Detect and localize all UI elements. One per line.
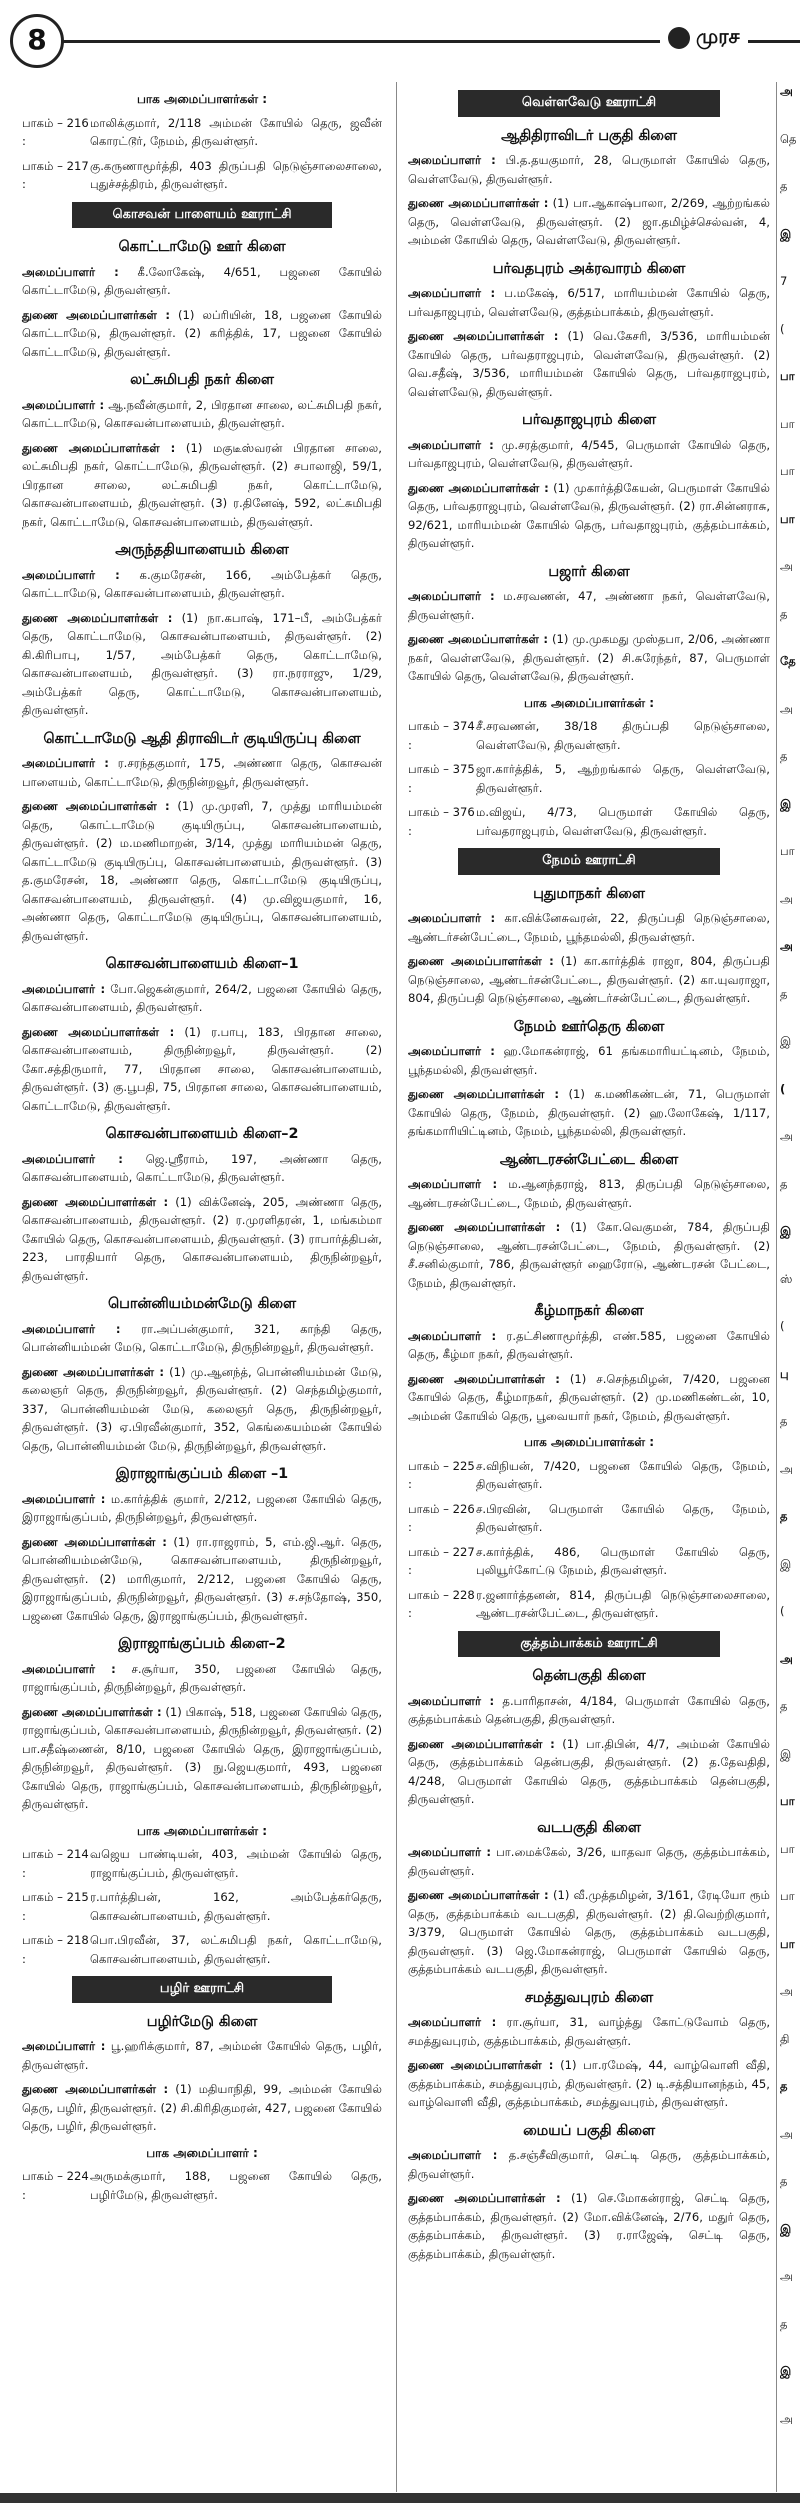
column-left [22, 82, 382, 2210]
cut-off-text: த [780, 2316, 788, 2331]
member-entry [408, 479, 770, 553]
member-details: ரா.சூர்யா, 31, வாழ்த்து கோட்டுவோம் தெரு, சமத்துவபுரம், குத்தம்பாக்கம், திருவள்ளூர். [408, 2015, 771, 2048]
column-divider [776, 82, 777, 2492]
member-details: ம.கார்த்திக் குமார், 2/212, பஜனை கோயில் தெரு, இராஜாங்குப்பம், திருநின்றவூர், திருவள்ளூர். [22, 1491, 382, 1524]
member-details: (1) விக்னேஷ், 205, அண்ணா தெரு, கொசவன்பாளையம், திருவள்ளூர். (2) ர.முரளிதரன், 1, மங்கம்மா கோயில் தெரு, கொசவன்பாளையம், திருவள்ளூர். (3) ராபார்த்திபன், 223, பாரதியார் தெரு, கொசவன்பாளையம், திருநின்றவூர், திருவள்ளூர். [22, 1194, 383, 1283]
role-label: அமைப்பாளர் : [408, 1845, 492, 1859]
member-details: ர.சரந்தகுமார், 175, அண்ணா தெரு, கொசவன் பாளையம், கொட்டாமேடு, திருநின்றவூர், திருவள்ளூர். [22, 756, 382, 789]
member-entry [22, 1363, 382, 1456]
role-label: அமைப்பாளர் : [22, 264, 119, 279]
role-label: துணை அமைப்பாளர்கள் : [408, 1888, 549, 1902]
branch-heading: கொட்டாமேடு ஊர் கிளை [118, 239, 286, 255]
role-label: துணை அமைப்பாளர்கள் : [408, 2191, 561, 2205]
member-entry [408, 2013, 770, 2050]
masthead-logo-icon [668, 27, 690, 49]
booth-number: பாகம் – 376 : [408, 805, 475, 838]
cut-off-text: ஸ் [780, 1271, 793, 1286]
branch-heading: இராஜாங்குப்பம் கிளை –1 [115, 1466, 289, 1482]
subheading: பாக அமைப்பாளர்கள் : [523, 1435, 655, 1449]
cut-off-text: பா [780, 1841, 795, 1856]
panchayat-heading: குத்தம்பாக்கம் ஊராட்சி [458, 1631, 720, 1658]
role-label: துணை அமைப்பாளர்கள் : [22, 1534, 167, 1549]
branch-heading: கொசவன்பாளையம் கிளை–1 [105, 956, 299, 972]
booth-number: பாகம் – 216 : [22, 115, 89, 148]
cut-off-text: த [780, 2174, 788, 2188]
cut-off-text: அ [780, 84, 793, 98]
branch-heading: நேமம் ஊர்தெரு கிளை [513, 1018, 665, 1035]
booth-entry [22, 1931, 382, 1968]
cut-off-text: இ [780, 2221, 792, 2236]
role-label: அமைப்பாளர் : [22, 1151, 123, 1166]
booth-details: ச.விநியன், 7/420, பஜனை கோயில் தெரு, நேமம், திருவள்ளூர். [476, 1458, 770, 1491]
cut-off-text: த [780, 1176, 788, 1191]
member-details: (1) நா.கபாஷ், 171–பீ, அம்பேத்கர் தெரு, கொட்டாமேடு, கொசவன்பாளையம், திருவள்ளூர். (2) கி.கிரிபாபு, 1/57, அம்பேத்கர் தெரு, கொட்டாமேடு, கொசவன்பாளையம், திருவள்ளூர். (3) ரா.நரராஜு, 1/29, அம்பேத்கர் தெரு, கொட்டாமேடு, கொசவன்பாளையம், திருவள்ளூர். [22, 610, 382, 717]
role-label: அமைப்பாளர் : [408, 2148, 498, 2162]
member-entry [22, 1703, 382, 1814]
role-label: துணை அமைப்பாளர்கள் : [22, 610, 173, 625]
booth-entry [408, 717, 770, 754]
member-entry [408, 194, 770, 250]
role-label: துணை அமைப்பாளர்கள் : [22, 1704, 162, 1719]
booth-details: ச.பிரவின், பெருமாள் கோயில் தெரு, நேமம், திருவள்ளூர். [476, 1501, 770, 1534]
member-details: பா.மைக்கேல், 3/26, யாதவா தெரு, குத்தம்பாக்கம், திருவள்ளூர். [408, 1845, 770, 1878]
page-header [0, 0, 800, 72]
booth-number: பாகம் – 224 : [22, 2169, 89, 2202]
role-label: அமைப்பாளர் : [408, 1044, 495, 1058]
cut-off-text: ( [780, 1081, 786, 1096]
branch-heading: பொன்னியம்மன்மேடு கிளை [107, 1296, 297, 1312]
branch-heading: கொசவன்பாளையம் கிளை–2 [105, 1126, 299, 1142]
booth-number: பாகம் – 217 : [22, 158, 89, 191]
member-details: த.பாரிதாசன், 4/184, பெருமாள் கோயில் தெரு, குத்தம்பாக்கம் தென்பகுதி, திருவள்ளூர். [408, 1693, 770, 1726]
role-label: அமைப்பாளர் : [22, 2039, 106, 2053]
cut-off-text: ( [780, 1319, 785, 1333]
member-entry [22, 1023, 382, 1116]
member-entry [408, 1327, 770, 1364]
role-label: துணை அமைப்பாளர்கள் : [22, 799, 170, 813]
member-details: பூ.ஹரிக்குமார், 87, அம்மன் கோயில் தெரு, பழிர், திருவள்ளூர். [22, 2039, 382, 2072]
booth-entry [408, 1500, 770, 1537]
role-label: அமைப்பாளர் : [22, 397, 105, 412]
branch-heading: லட்சுமிபதி நகர் கிளை [130, 372, 274, 388]
role-label: அமைப்பாளர் : [408, 286, 496, 300]
member-entry [22, 566, 382, 603]
cut-off-text: பா [780, 464, 795, 478]
branch-heading: பர்வதபுரம் அக்ரவாரம் கிளை [492, 260, 686, 277]
member-entry [22, 609, 382, 720]
member-entry [408, 436, 770, 473]
branch-heading: அருந்ததியாளையம் கிளை [115, 542, 289, 558]
role-label: துணை அமைப்பாளர்கள் : [408, 632, 548, 646]
member-details: ச.சூர்யா, 350, பஜனை கோயில் தெரு, ராஜாங்குப்பம், திருநின்றவூர், திருவள்ளூர். [22, 1661, 382, 1694]
member-entry [408, 2056, 770, 2112]
column-divider [396, 82, 397, 2492]
member-entry [408, 327, 770, 401]
page-footer-bar [0, 2493, 800, 2503]
member-entry [408, 284, 770, 321]
member-details: (1) முகார்த்திகேயன், பெருமாள் கோயில் தெரு, பர்வதராஜபுரம், வெள்ளவேடு, திருவள்ளூர். (2) ரா.சின்னராசு, 92/621, மாரியம்மன் கோயில் தெரு, பர்வதாஜபுரம், குத்தம்பாக்கம், திருவள்ளூர். [408, 480, 770, 550]
cut-off-text: அ [780, 1651, 793, 1666]
member-details: ம.சரவணன், 47, அண்ணா நகர், வெள்ளவேடு, திருவள்ளூர். [408, 589, 770, 622]
role-label: அமைப்பாளர் : [408, 589, 495, 603]
role-label: அமைப்பாளர் : [22, 1661, 116, 1676]
member-entry [408, 952, 770, 1008]
role-label: அமைப்பாளர் : [22, 1321, 121, 1336]
masthead-title: முரச [696, 24, 740, 48]
member-entry [408, 1218, 770, 1292]
member-entry [408, 1886, 770, 1979]
booth-details: கு.கருணாமூர்த்தி, 403 திருப்பதி நெடுஞ்சாலைசாலை, புதுச்சத்திரம், திருவள்ளூர். [90, 158, 382, 191]
cut-off-text: இ [780, 1556, 792, 1571]
member-details: (1) ச.செந்தமிழன், 7/420, பஜனை கோயில் தெரு, கீழ்மாநகர், திருவள்ளூர். (2) மு.மணிகண்டன், 10, அம்மன் கோயில் தெரு, பூவையார் நகர், நேமம், திருவள்ளூர். [408, 1371, 770, 1423]
member-entry [22, 306, 382, 362]
booth-details: மாலிக்குமார், 2/118 அம்மன் கோயில் தெரு, ஜவீன் கொரட்டூர், நேமம், திருவள்ளூர். [90, 115, 382, 148]
member-entry [408, 1692, 770, 1729]
booth-details: வஜெய பாண்டியன், 403, அம்மன் கோயில் தெரு, ராஜாங்குப்பம், திருவள்ளூர். [90, 1847, 382, 1880]
role-label: துணை அமைப்பாளர்கள் : [408, 1220, 561, 1234]
panchayat-heading: வெள்ளவேடு ஊராட்சி [458, 90, 720, 117]
branch-heading: இராஜாங்குப்பம் கிளை–2 [118, 1636, 286, 1652]
subheading: பாக அமைப்பாளர்கள் : [523, 695, 655, 710]
cut-off-text: பா [780, 416, 795, 431]
cut-off-text: த [780, 749, 788, 763]
member-details: (1) மகுடீஸ்வரன் பிரதான சாலை, லட்சுமிபதி நகர், கொட்டாமேடு, திருவள்ளூர். (2) சபாலாஜி, 59/1, பிரதான சாலை, லட்சுமிபதி நகர், கொட்டாமேடு, கொசவன்பாளையம், திருவள்ளூர். (3) ர.தினேஷ், 592, லட்சுமிபதி நகர், கொட்டாமேடு, கொசவன்பாளையம், திருவள்ளூர். [22, 440, 382, 529]
member-details: (1) வீ.முத்தமிழன், 3/161, ரேடியோ ரூம் தெரு, குத்தம்பாக்கம் வடபகுதி, திருவள்ளூர். (2) தி.வெற்றிகுமார், 3/379, பெருமாள் கோயில் தெரு, குத்தம்பாக்கம் வடபகுதி, திருவள்ளூர். (3) ஜெ.மோகன்ராஜ், பெருமாள் கோயில் தெரு, குத்தம்பாக்கம் வடபகுதி, திருவள்ளூர். [408, 1888, 770, 1976]
member-entry [22, 263, 382, 300]
role-label: துணை அமைப்பாளர்கள் : [22, 1364, 165, 1379]
member-entry [22, 2037, 382, 2074]
member-details: ஆ.நவீன்குமார், 2, பிரதான சாலை, லட்சுமிபதி நகர், கொட்டாமேடு, கொசவன்பாளையம், திருவள்ளூர். [22, 397, 382, 430]
member-details: (1) ர.பாபு, 183, பிரதான சாலை, கொசவன்பாளையம், திருநின்றவூர், திருவள்ளூர். (2) கோ.சத்திருமார், 77, பிரதான சாலை, கொசவன்பாளையம், திருவள்ளூர். (3) கு.பூபதி, 75, பிரதான சாலை, கொசவன்பாளையம், கொட்டாமேடு, திருவள்ளூர். [22, 1024, 382, 1113]
member-entry [408, 1042, 770, 1079]
cut-off-text: இ [780, 226, 792, 241]
member-entry [408, 151, 770, 188]
cut-off-text: இ [780, 2364, 792, 2378]
cut-off-text: அ [780, 1984, 793, 1998]
masthead [660, 24, 748, 58]
booth-entry [408, 803, 770, 840]
member-details: (1) செ.மோகன்ராஜ், செட்டி தெரு, குத்தம்பாக்கம், திருவள்ளூர். (2) மோ.விக்னேஷ், 2/76, மதுர் தெரு, குத்தம்பாக்கம், திருவள்ளூர். (3) ர.ராஜேஷ், செட்டி தெரு, குத்தம்பாக்கம், திருவள்ளூர். [408, 2191, 770, 2261]
member-entry [408, 1370, 770, 1426]
branch-heading: பஜார் கிளை [548, 563, 630, 580]
role-label: அமைப்பாளர் : [22, 756, 109, 770]
cut-off-text: பா [780, 1936, 795, 1951]
booth-details: அருமக்குமார், 188, பஜனை கோயில் தெரு, பழிர்மேடு, திருவள்ளூர். [90, 2169, 382, 2202]
member-details: (1) கா.கார்த்திக் ராஜா, 804, திருப்பதி நெடுஞ்சாலை, ஆண்டர்சன்பேட்டை, திருவள்ளூர். (2) கா.யுவராஜா, 804, திருப்பதி நெடுஞ்சாலை, ஆண்டர்சன்பேட்டை, திருவள்ளூர். [408, 954, 771, 1005]
cut-off-text: ( [780, 1604, 785, 1618]
cut-off-text: பு [780, 1366, 789, 1381]
cut-off-text: பா [780, 844, 795, 858]
branch-heading: கீழ்மாநகர் கிளை [534, 1303, 644, 1319]
cut-off-text: பா [780, 369, 795, 383]
member-details: (1) பா.திபின், 4/7, அம்மன் கோயில் தெரு, குத்தம்பாக்கம் தென்பகுதி, திருவள்ளூர். (2) த.தேவதிதி, 4/248, பெருமாள் கோயில் தெரு, குத்தம்பாக்கம் தென்பகுதி, திருவள்ளூர். [408, 1736, 770, 1806]
cut-off-text: இ [780, 1746, 792, 1761]
booth-number: பாகம் – 375 : [408, 762, 475, 795]
role-label: அமைப்பாளர் : [408, 2015, 497, 2029]
booth-entry [22, 1888, 382, 1925]
booth-entry [22, 157, 382, 194]
booth-entry [22, 2167, 382, 2204]
cut-off-text: த [780, 179, 788, 193]
role-label: துணை அமைப்பாளர்கள் : [22, 440, 176, 455]
member-entry [22, 1533, 382, 1626]
member-entry [408, 909, 770, 946]
branch-heading: புதுமாநகர் கிளை [533, 885, 645, 902]
member-details: பி.த.தயகுமார், 28, பெருமாள் கோயில் தெரு, வெள்ளவேடு, திருவள்ளூர். [408, 153, 770, 186]
role-label: துணை அமைப்பாளர்கள் : [408, 2058, 554, 2072]
cut-off-text: இ [780, 1034, 792, 1048]
booth-number: பாகம் – 215 : [22, 1890, 89, 1923]
role-label: துணை அமைப்பாளர்கள் : [22, 1024, 175, 1039]
booth-details: ம.விஜய், 4/73, பெருமாள் கோயில் தெரு, பர்வதராஜபுரம், வெள்ளவேடு, திருவள்ளூர். [476, 805, 770, 838]
cut-off-text: த [780, 1699, 788, 1713]
branch-heading: மையப் பகுதி கிளை [523, 2122, 655, 2139]
role-label: அமைப்பாளர் : [408, 1693, 495, 1708]
cut-off-text: அ [780, 701, 793, 716]
member-details: ர.தட்சிணாமூர்த்தி, எண்.585, பஜனை கோயில் தெரு, கீழ்மா நகர், திருவள்ளூர். [408, 1328, 770, 1361]
booth-number: பாகம் – 374 : [408, 719, 475, 752]
member-entry [22, 439, 382, 532]
cut-off-text: த [780, 986, 788, 1001]
role-label: அமைப்பாளர் : [408, 1177, 498, 1191]
member-details: (1) மதியாநிதி, 99, அம்மன் கோயில் தெரு, பழிர், திருவள்ளூர். (2) சி.கிரிதிகுமரன், 427, பஜனை கோயில் தெரு, பழிர், திருவள்ளூர். [22, 2082, 382, 2133]
booth-entry [22, 1845, 382, 1882]
member-details: (1) மு.முரளி, 7, முத்து மாரியம்மன் தெரு, கொட்டாமேடு குடியிருப்பு, கொசவன்பாளையம், திருவள்ளூர். (2) ம.மணிமாறன், 3/14, முத்து மாரியம்மன் தெரு, கொட்டாமேடு குடியிருப்பு, கொசவன்பாளையம், திருவள்ளூர். (3) த.குமரேசன், 18, அண்ணா தெரு, கொட்டாமேடு குடியிருப்பு, கொசவன்பாளையம், திருவள்ளூர். (4) மு.விஜயகுமார், 16, அண்ணா தெரு, கொட்டாமேடு குடியிருப்பு, கொசவன்பாளையம், திருவள்ளூர். [22, 799, 383, 943]
cut-off-text: அ [780, 939, 793, 953]
member-entry [408, 1843, 770, 1880]
subheading: பாக அமைப்பாளர் : [146, 2145, 258, 2160]
member-details: கா.விக்னேசுவரன், 22, திருப்பதி நெடுஞ்சாலை, ஆண்டர்சன்பேட்டை, நேமம், பூந்தமல்லி, திருவள்ளூர். [408, 911, 771, 944]
booth-entry [408, 1586, 770, 1623]
role-label: துணை அமைப்பாளர்கள் : [408, 1087, 559, 1101]
branch-heading: சமத்துவபுரம் கிளை [524, 1989, 654, 2006]
cut-off-text: அ [780, 891, 793, 906]
member-entry [22, 1320, 382, 1357]
member-details: (1) ரா.ராஜராம், 5, எம்.ஜி.ஆர். தெரு, பொன்னியம்மன்மேடு, கொசவன்பாளையம், திருநின்றவூர், திருவள்ளூர். (2) மாரிகுமார், 2/212, பஜனை கோயில் தெரு, இராஜாங்குப்பம், திருநின்றவூர், திருவள்ளூர். (3) ச.சந்தோஷ், 350, பஜனை கோயில் தெரு, இராஜாங்குப்பம், திருவள்ளூர். [22, 1534, 382, 1623]
role-label: அமைப்பாளர் : [408, 437, 494, 452]
member-details: போ.ஜெகன்குமார், 264/2, பஜனை கோயில் தெரு, கொசவன்பாளையம், திருவள்ளூர். [22, 981, 382, 1014]
role-label: அமைப்பாளர் : [408, 911, 496, 925]
member-entry [22, 797, 382, 945]
booth-entry [408, 760, 770, 797]
page-number: 8 [10, 14, 64, 68]
member-details: ஜெ.ஸ்ரீராம், 197, அண்ணா தெரு, கொசவன்பாளையம், கொட்டாமேடு, திருவள்ளூர். [22, 1151, 382, 1184]
member-entry [408, 630, 770, 686]
booth-number: பாகம் – 225 : [408, 1458, 475, 1491]
member-details: ஹ.மோகன்ராஜ், 61 தங்கமாரியட்டினம், நேமம், பூந்தமல்லி, திருவள்ளூர். [408, 1044, 770, 1077]
member-details: (1) பா.ஆகாஷ்பாலா, 2/269, ஆற்றங்கல் தெரு, வெள்ளவேடு, திருவள்ளூர். (2) ஜா.தமிழ்ச்செல்வன், 4, அம்மன் கோயில் தெரு, வெள்ளவேடு, திருவள்ளூர். [408, 196, 770, 247]
cut-off-text: அ [780, 1129, 793, 1143]
booth-details: ஜா.கார்த்திக், 5, ஆற்றங்கால் தெரு, வெள்ளவேடு, திருவள்ளூர். [476, 762, 770, 795]
booth-details: சீ.சரவணன், 38/18 திருப்பதி நெடுஞ்சாலை, வெள்ளவேடு, திருவள்ளூர். [476, 719, 770, 752]
cut-off-text: அ [780, 559, 793, 573]
role-label: துணை அமைப்பாளர்கள் : [408, 1736, 555, 1751]
member-details: (1) கோ.வெகுமன், 784, திருப்பதி நெடுஞ்சாலை, ஆண்டரசன்பேட்டை, நேமம், திருவள்ளூர். (2) சீ.சனில்குமார், 786, திருவள்ளூர் ஹைரோடு, ஆண்டரசன் பேட்டை, நேமம், திருவள்ளூர். [408, 1220, 770, 1290]
booth-entry [408, 1457, 770, 1494]
role-label: துணை அமைப்பாளர்கள் : [408, 329, 559, 343]
member-details: (1) க.மணிகண்டன், 71, பெருமாள் கோயில் தெரு, நேமம், திருவள்ளூர். (2) ஹ.லோகேஷ், 1/117, தங்கமாரியிட்டினம், நேமம், பூந்தமல்லி, திருவள்ளூர். [408, 1087, 770, 1138]
booth-number: பாகம் – 214 : [22, 1847, 89, 1880]
panchayat-heading: பழிர் ஊராட்சி [72, 1976, 332, 2003]
member-entry [408, 1735, 770, 1809]
subheading: பாக அமைப்பாளர்கள் : [136, 92, 268, 106]
role-label: துணை அமைப்பாளர்கள் : [408, 480, 549, 495]
role-label: அமைப்பாளர் : [22, 1491, 106, 1506]
member-entry [22, 396, 382, 433]
member-details: த.சஞ்சீவிகுமார், செட்டி தெரு, குத்தம்பாக்கம், திருவள்ளூர். [408, 2148, 770, 2181]
role-label: துணை அமைப்பாளர்கள் : [22, 307, 170, 322]
cut-off-text: த [780, 606, 788, 621]
cut-off-text: தெ [780, 131, 797, 146]
cut-off-text: பா [780, 1794, 795, 1808]
role-label: துணை அமைப்பாளர்கள் : [22, 2082, 169, 2096]
cut-off-text: த [780, 2079, 788, 2093]
member-entry [22, 980, 382, 1017]
booth-details: ர.ஜனார்த்தனன், 814, திருப்பதி நெடுஞ்சாலைசாலை, ஆண்டரசன்பேட்டை, திருவள்ளூர். [476, 1587, 770, 1620]
cut-off-text: இ [780, 1224, 792, 1238]
cut-off-text: பா [780, 511, 795, 526]
cut-off-text: அ [780, 1461, 793, 1476]
branch-heading: பர்வதாஜபுரம் கிளை [521, 412, 657, 428]
role-label: துணை அமைப்பாளர்கள் : [408, 954, 554, 968]
panchayat-heading: நேமம் ஊராட்சி [458, 848, 720, 875]
member-details: (1) மு.முகமது முஸ்தபா, 2/06, அண்ணா நகர், வெள்ளவேடு, திருவள்ளூர். (2) சி.சுரேந்தர், 87, பெருமாள் கோயில் தெரு, வெள்ளவேடு, திருவள்ளூர். [408, 632, 771, 683]
booth-number: பாகம் – 218 : [22, 1933, 89, 1966]
member-details: (1) மு.ஆனந்த், பொன்னியம்மன் மேடு, கலைஞர் தெரு, திருநின்றவூர், திருவள்ளூர். (2) செந்தமிழ்குமார், 337, பொன்னியம்மன் மேடு, கலைஞர் தெரு, திருநின்றவூர், திருவள்ளூர். (3) ஏ.பிரவீன்குமார், 352, கெங்கையம்மன் கோயில் தெரு, பொன்னியம்மன் மேடு, திருநின்றவூர், திருவள்ளூர். [22, 1364, 382, 1453]
branch-heading: கொட்டாமேடு ஆதி திராவிடர் குடியிருப்பு கிளை [43, 730, 361, 747]
member-details: ப.மகேஷ், 6/517, மாரியம்மன் கோயில் தெரு, பர்வதாஜபுரம், வெள்ளவேடு, குத்தம்பாக்கம், திருவள்ளூர். [408, 286, 771, 319]
booth-entry [408, 1543, 770, 1580]
booth-entry [22, 114, 382, 151]
booth-details: ச.கார்த்திக், 486, பெருமாள் கோயில் தெரு, புலியூர்கோட்டு நேமம், திருவள்ளூர். [476, 1544, 770, 1577]
panchayat-heading: கொசவன் பாளையம் ஊராட்சி [72, 202, 332, 229]
booth-details: பொ.பிரவீன், 37, லட்சுமிபதி நகர், கொட்டாமேடு, கொசவன்பாளையம், திருவள்ளூர். [90, 1933, 382, 1966]
role-label: அமைப்பாளர் : [22, 981, 106, 996]
member-entry [22, 754, 382, 791]
cut-off-text: த [780, 1414, 788, 1428]
member-details: மு.சரத்குமார், 4/545, பெருமாள் கோயில் தெரு, பர்வதாஜபுரம், வெள்ளவேடு, திருவள்ளூர். [408, 437, 771, 470]
cut-off-text: அ [780, 2269, 793, 2283]
branch-heading: வடபகுதி கிளை [537, 1819, 641, 1836]
member-details: (1) பிகாஷ், 518, பஜனை கோயில் தெரு, ராஜாங்குப்பம், கொசவன்பாளையம், திருநின்றவூர், திருவள்ளூர். (2) பா.சதீஷ்ணைன், 8/10, பஜனை கோயில் தெரு, இராஜாங்குப்பம், திருநின்றவூர், திருவள்ளூர். (3) நு.ஜெயகுமார், 493, பஜனை கோயில் தெரு, ராஜாங்குப்பம், கொசவன்பாளையம், திருநின்றவூர், திருவள்ளூர். [22, 1704, 383, 1811]
booth-details: ர.பார்த்திபன், 162, அம்பேத்கர்தெரு, கொசவன்பாளையம், திருவள்ளூர். [90, 1890, 382, 1923]
member-entry [22, 1150, 382, 1187]
column-middle [408, 82, 770, 2269]
member-entry [22, 1193, 382, 1286]
booth-number: பாகம் – 228 : [408, 1587, 475, 1620]
member-details: கீ.லோகேஷ், 4/651, பஜனை கோயில் கொட்டாமேடு, திருவள்ளூர். [22, 264, 382, 297]
cut-off-text: அ [780, 2411, 793, 2426]
role-label: அமைப்பாளர் : [22, 567, 120, 582]
booth-number: பாகம் – 226 : [408, 1501, 475, 1534]
cut-off-text: த [780, 1509, 788, 1523]
column-right-partial [780, 82, 800, 2457]
member-entry [408, 1175, 770, 1212]
member-entry [22, 1660, 382, 1697]
role-label: துணை அமைப்பாளர்கள் : [22, 1194, 169, 1209]
branch-heading: ஆதிதிராவிடர் பகுதி கிளை [501, 127, 677, 144]
member-entry [22, 1490, 382, 1527]
cut-off-text: பா [780, 1889, 795, 1903]
member-entry [408, 2189, 770, 2263]
member-entry [408, 1085, 770, 1141]
cut-off-text: அ [780, 2126, 793, 2141]
cut-off-text: ( [780, 321, 785, 336]
member-details: ரா.அப்பன்குமார், 321, காந்தி தெரு, பொன்னியம்மன் மேடு, கொட்டாமேடு, திருநின்றவூர், திருவள்ளூர். [22, 1321, 383, 1354]
role-label: அமைப்பாளர் : [408, 1328, 497, 1343]
member-details: (1) வெ.கேசரி, 3/536, மாரியம்மன் கோயில் தெரு, பர்வதராஜபுரம், வெள்ளவேடு, திருவள்ளூர். (2) வெ.சதீஷ், 3/536, மாரியம்மன் கோயில் தெரு, பர்வதராஜபுரம், வெள்ளவேடு, திருவள்ளூர். [408, 329, 770, 399]
branch-heading: ஆண்டரசன்பேட்டை கிளை [499, 1151, 679, 1168]
role-label: துணை அமைப்பாளர்கள் : [408, 196, 549, 210]
member-entry [408, 587, 770, 624]
subheading: பாக அமைப்பாளர்கள் : [136, 1823, 268, 1838]
branch-heading: பழிர்மேடு கிளை [146, 2013, 258, 2030]
cut-off-text: இ [780, 796, 792, 811]
member-entry [408, 2146, 770, 2183]
member-details: ம.ஆனந்தராஜ், 813, திருப்பதி நெடுஞ்சாலை, ஆண்டரசன்பேட்டை, நேமம், திருவள்ளூர். [408, 1177, 770, 1210]
booth-number: பாகம் – 227 : [408, 1544, 475, 1577]
member-entry [22, 2080, 382, 2136]
role-label: துணை அமைப்பாளர்கள் : [408, 1371, 560, 1386]
cut-off-text: தே [780, 654, 796, 668]
member-details: க.குமரேசன், 166, அம்பேத்கர் தெரு, கொட்டாமேடு, கொசவன்பாளையம், திருவள்ளூர். [22, 567, 382, 600]
cut-off-text: 7 [780, 274, 788, 288]
member-details: (1) லப்ரியின், 18, பஜனை கோயில் கொட்டாமேடு, திருவள்ளூர். (2) கரித்திக், 17, பஜனை கோயில் கொட்டாமேடு, திருவள்ளூர். [22, 307, 382, 359]
role-label: அமைப்பாளர் : [408, 153, 496, 167]
member-details: (1) பா.ரமேஷ், 44, வாழ்வொளி வீதி, குத்தம்பாக்கம், சமத்துவபுரம், திருவள்ளூர். (2) டி.சத்தியானந்தம், 45, வாழ்வொளி வீதி, குத்தம்பாக்கம், சமத்துவபுரம், திருவள்ளூர். [408, 2058, 771, 2109]
cut-off-text: தி [780, 2031, 790, 2046]
branch-heading: தென்பகுதி கிளை [532, 1668, 646, 1684]
